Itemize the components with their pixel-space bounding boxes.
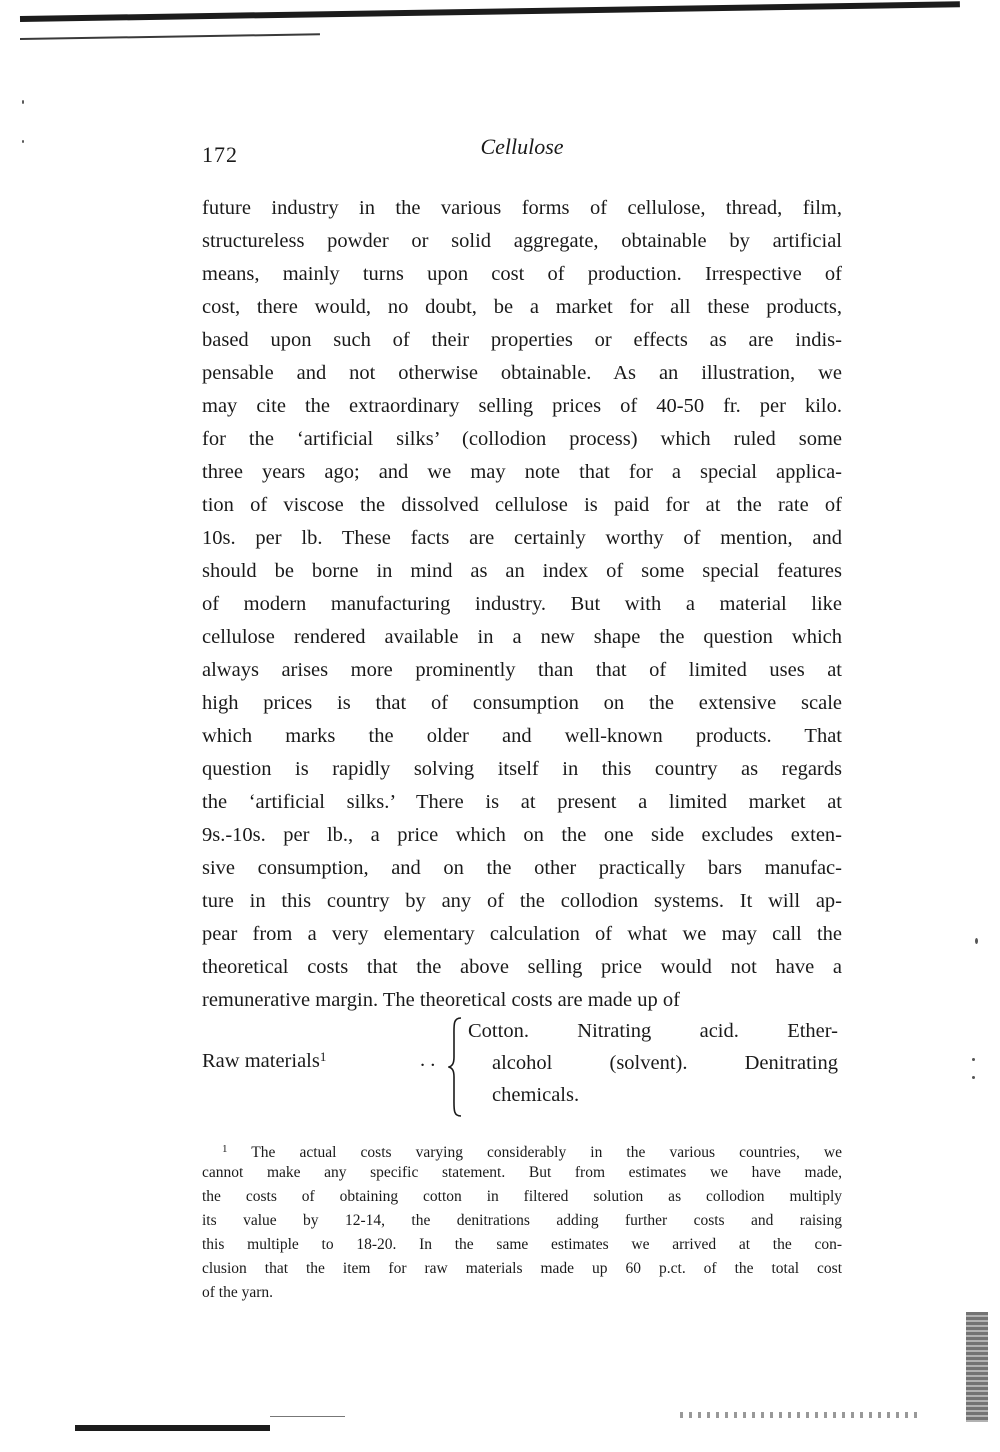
top-scan-border: [20, 1, 960, 22]
top-scan-border-thin: [20, 33, 320, 40]
text-line: which marks the older and well-known products. That: [202, 725, 842, 747]
text-line: tion of viscose the dissolved cellulose is paid for at the rate of: [202, 494, 842, 516]
footnote-reference: 1: [319, 1049, 327, 1064]
text-line: 10s. per lb. These facts are certainly worthy of mention, and: [202, 527, 842, 549]
scan-speck: [975, 938, 978, 944]
text-line: cost, there would, no doubt, be a market for all these products,: [202, 296, 842, 318]
curly-brace: [448, 1017, 464, 1117]
cost-table: [202, 1015, 842, 1125]
raw-material-item: Cotton. Nitrating acid. Ether-: [468, 1020, 838, 1042]
text-line: sive consumption, and on the other practically bars manufac-: [202, 857, 842, 879]
bottom-scan-border: [75, 1425, 270, 1431]
footnote-line: the costs of obtaining cotton in filtered solution as collodion multiply: [202, 1188, 842, 1205]
page-edge-shadow: [966, 1312, 988, 1422]
text-line: 9s.-10s. per lb., a price which on the one side excludes exten-: [202, 824, 842, 846]
running-title: Cellulose: [480, 134, 564, 159]
text-line: based upon such of their properties or effects as are indis-: [202, 329, 842, 351]
leader-dots: . .: [420, 1049, 436, 1071]
footnote-line: its value by 12-14, the denitrations adding further costs and raising: [202, 1212, 842, 1229]
text-line: of modern manufacturing industry. But with a material like: [202, 593, 842, 615]
body-paragraph: [202, 192, 842, 1017]
footnote-marker: 1: [222, 1143, 228, 1155]
text-line: three years ago; and we may note that for a special applica-: [202, 461, 842, 483]
text-line: theoretical costs that the above selling price would not have a: [202, 956, 842, 978]
footnote-line: of the yarn.: [202, 1284, 274, 1301]
book-page: [202, 132, 842, 1305]
raw-material-item: chemicals.: [492, 1084, 580, 1106]
footnote: [202, 1137, 842, 1305]
footnote-text: The actual costs varying considerably in the various countries, we: [251, 1144, 842, 1161]
text-line: the ‘artificial silks.’ There is at present a limited market at: [202, 791, 842, 813]
footnote-line: clusion that the item for raw materials made up 60 p.ct. of the total cost: [202, 1260, 842, 1277]
text-line: may cite the extraordinary selling prices of 40-50 fr. per kilo.: [202, 395, 842, 417]
raw-material-item: alcohol (solvent). Denitrating: [492, 1052, 838, 1074]
text-line: for the ‘artificial silks’ (collodion process) which ruled some: [202, 428, 842, 450]
text-line: should be borne in mind as an index of some special features: [202, 560, 842, 582]
raw-materials-label: Raw materials$^1$: [202, 1049, 327, 1072]
text-line: pear from a very elementary calculation of what we may call the: [202, 923, 842, 945]
text-line: remunerative margin. The theoretical costs are made up of: [202, 989, 680, 1011]
text-line: pensable and not otherwise obtainable. As an illustration, we: [202, 362, 842, 384]
text-line: high prices is that of consumption on the extensive scale: [202, 692, 842, 714]
text-line: future industry in the various forms of cellulose, thread, film,: [202, 197, 842, 219]
scan-smudge: [680, 1412, 920, 1418]
running-head: [202, 132, 842, 172]
footnote-line: cannot make any specific statement. But from estimates we have made,: [202, 1164, 842, 1181]
text-line: question is rapidly solving itself in this country as regards: [202, 758, 842, 780]
text-line: structureless powder or solid aggregate, obtainable by artificial: [202, 230, 842, 252]
raw-materials-list: [468, 1015, 838, 1111]
scan-speck: [22, 140, 24, 143]
page-number: 172: [202, 142, 238, 167]
text-line: cellulose rendered available in a new shape the question which: [202, 626, 842, 648]
scan-speck: [972, 1058, 975, 1061]
scan-speck: [22, 100, 24, 104]
text-line: ture in this country by any of the collodion systems. It will ap-: [202, 890, 842, 912]
footnote-line: [202, 1137, 842, 1161]
text-line: means, mainly turns upon cost of production. Irrespective of: [202, 263, 842, 285]
footnote-line: this multiple to 18-20. In the same estimates we arrived at the con-: [202, 1236, 842, 1253]
scan-speck: [972, 1076, 975, 1079]
bottom-scan-border-faint: [270, 1416, 345, 1417]
text-line: always arises more prominently than that of limited uses at: [202, 659, 842, 681]
